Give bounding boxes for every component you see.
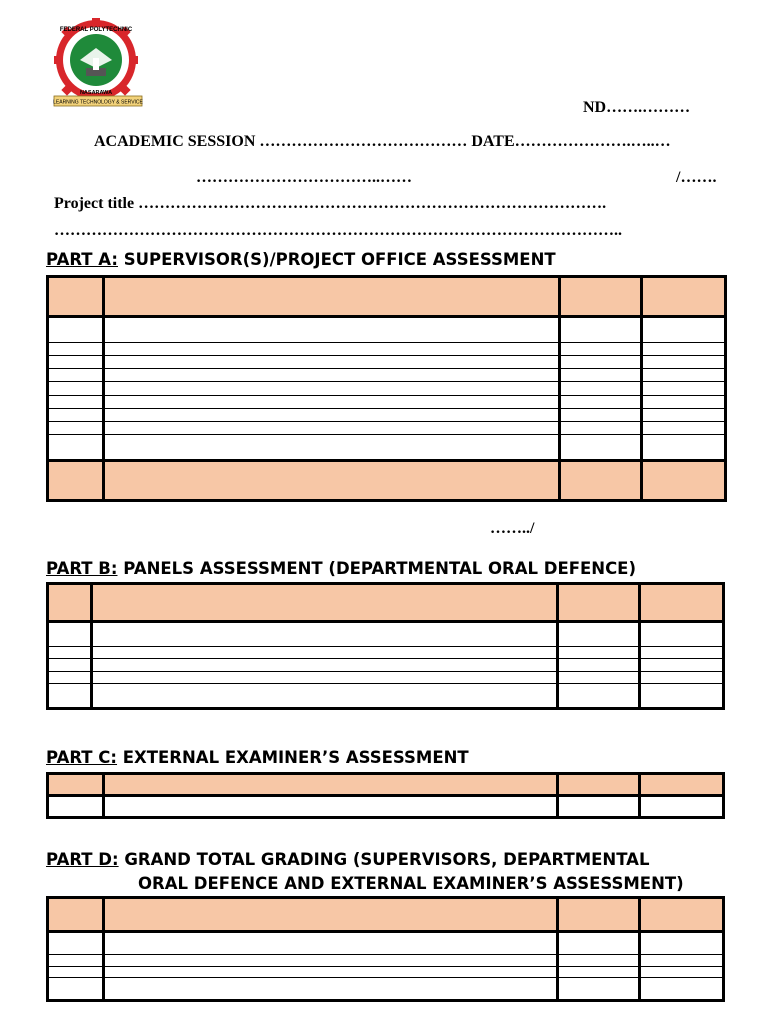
table-cell[interactable]: [48, 646, 92, 659]
table-cell[interactable]: [560, 316, 642, 342]
table-cell[interactable]: [640, 898, 724, 932]
table-row: [48, 435, 726, 461]
table-header-row: [48, 277, 726, 317]
part-b-title: PANELS ASSESSMENT (DEPARTMENTAL ORAL DEFENCE): [117, 559, 636, 578]
svg-text:FEDERAL POLYTECHNIC: FEDERAL POLYTECHNIC: [59, 27, 133, 33]
part-a-heading: [46, 250, 556, 269]
part-c-heading: [46, 748, 469, 767]
table-cell[interactable]: [642, 369, 726, 382]
table-cell[interactable]: [560, 435, 642, 461]
table-cell[interactable]: [640, 684, 724, 709]
table-cell[interactable]: [560, 356, 642, 369]
table-header-row: [48, 898, 724, 932]
table-cell[interactable]: [640, 774, 724, 796]
table-cell[interactable]: [92, 621, 558, 646]
slash-field: /…….: [676, 169, 717, 186]
project-title-line: Project title …………………………………………………………………………….: [54, 195, 607, 212]
table-header-row: [48, 584, 724, 622]
table-cell[interactable]: [558, 932, 640, 955]
table-cell[interactable]: [560, 369, 642, 382]
table-cell[interactable]: [48, 356, 104, 369]
table-cell[interactable]: [642, 277, 726, 317]
table-cell[interactable]: [104, 898, 558, 932]
part-b-table: [46, 582, 725, 710]
table-cell[interactable]: [642, 408, 726, 421]
table-cell[interactable]: [558, 966, 640, 977]
part-d-title-line2: ORAL DEFENCE AND EXTERNAL EXAMINER’S ASSESSMENT): [138, 874, 684, 893]
table-row: [48, 621, 724, 646]
table-cell[interactable]: [642, 382, 726, 395]
nd-field: ND…….………: [583, 99, 691, 116]
table-row: [48, 659, 724, 672]
table-cell[interactable]: [48, 342, 104, 355]
table-cell[interactable]: [48, 796, 104, 818]
table-cell[interactable]: [558, 659, 640, 672]
table-cell[interactable]: [104, 408, 560, 421]
table-cell[interactable]: [48, 435, 104, 461]
table-cell[interactable]: [48, 978, 104, 1001]
table-cell[interactable]: [92, 684, 558, 709]
table-cell[interactable]: [104, 342, 560, 355]
table-cell[interactable]: [48, 461, 104, 501]
table-cell[interactable]: [104, 774, 558, 796]
part-d-heading: [46, 850, 649, 869]
table-cell[interactable]: [104, 316, 560, 342]
table-cell[interactable]: [48, 898, 104, 932]
table-row: [48, 796, 724, 818]
table-row: [48, 342, 726, 355]
part-c-title: EXTERNAL EXAMINER’S ASSESSMENT: [117, 748, 469, 767]
table-cell[interactable]: [48, 955, 104, 966]
table-cell[interactable]: [640, 966, 724, 977]
table-row: [48, 369, 726, 382]
table-cell[interactable]: [48, 369, 104, 382]
table-cell[interactable]: [558, 621, 640, 646]
part-c-label: PART C:: [46, 748, 118, 767]
table-cell[interactable]: [48, 966, 104, 977]
table-cell[interactable]: [48, 316, 104, 342]
part-c-table: [46, 772, 725, 819]
part-d-table: [46, 896, 725, 1002]
table-cell[interactable]: [48, 395, 104, 408]
part-a-table: [46, 275, 727, 502]
table-cell[interactable]: [642, 356, 726, 369]
table-cell[interactable]: [558, 796, 640, 818]
table-cell[interactable]: [48, 382, 104, 395]
table-cell[interactable]: [104, 421, 560, 434]
part-b-label: PART B:: [46, 559, 118, 578]
table-cell[interactable]: [104, 796, 558, 818]
part-b-heading: [46, 559, 636, 578]
table-row: [48, 316, 726, 342]
table-row: [48, 421, 726, 434]
table-cell[interactable]: [642, 435, 726, 461]
table-cell[interactable]: [640, 584, 724, 622]
table-cell[interactable]: [48, 584, 92, 622]
part-d-title-line1: GRAND TOTAL GRADING (SUPERVISORS, DEPARTMENTAL: [118, 850, 650, 869]
table-row: [48, 395, 726, 408]
table-cell[interactable]: [558, 898, 640, 932]
table-cell[interactable]: [640, 659, 724, 672]
table-cell[interactable]: [48, 621, 92, 646]
table-cell[interactable]: [104, 356, 560, 369]
table-row: [48, 684, 724, 709]
table-row: [48, 978, 724, 1001]
table-cell[interactable]: [92, 646, 558, 659]
table-cell[interactable]: [48, 932, 104, 955]
table-cell[interactable]: [640, 955, 724, 966]
table-row: [48, 646, 724, 659]
table-cell[interactable]: [640, 796, 724, 818]
table-cell[interactable]: [640, 932, 724, 955]
table-cell[interactable]: [558, 684, 640, 709]
table-row: [48, 356, 726, 369]
table-row: [48, 382, 726, 395]
table-cell[interactable]: [104, 382, 560, 395]
table-cell[interactable]: [560, 395, 642, 408]
table-cell[interactable]: [642, 461, 726, 501]
table-cell[interactable]: [104, 369, 560, 382]
table-cell[interactable]: [104, 932, 558, 955]
table-total-row: [48, 461, 726, 501]
table-cell[interactable]: [48, 408, 104, 421]
table-cell[interactable]: [560, 277, 642, 317]
table-cell[interactable]: [104, 277, 560, 317]
project-title-continuation: ……………………………………………………………………………………………..: [54, 222, 622, 239]
polytechnic-logo: [50, 18, 146, 110]
part-a-footnote: ……../: [490, 520, 535, 537]
table-cell[interactable]: [640, 671, 724, 684]
part-a-label: PART A:: [46, 250, 118, 269]
table-cell[interactable]: [48, 421, 104, 434]
table-cell[interactable]: [560, 342, 642, 355]
table-cell[interactable]: [48, 659, 92, 672]
table-cell[interactable]: [104, 978, 558, 1001]
table-cell[interactable]: [558, 774, 640, 796]
table-cell[interactable]: [560, 382, 642, 395]
table-cell[interactable]: [48, 684, 92, 709]
table-cell[interactable]: [92, 584, 558, 622]
svg-text:LEARNING TECHNOLOGY & SERVICE: LEARNING TECHNOLOGY & SERVICE: [53, 99, 143, 106]
svg-text:NASARAWA: NASARAWA: [79, 90, 113, 96]
table-row: [48, 932, 724, 955]
table-row: [48, 966, 724, 977]
table-cell[interactable]: [558, 646, 640, 659]
table-cell[interactable]: [92, 659, 558, 672]
table-cell[interactable]: [104, 966, 558, 977]
table-cell[interactable]: [104, 435, 560, 461]
table-cell[interactable]: [48, 277, 104, 317]
table-cell[interactable]: [560, 421, 642, 434]
dotted-field: ……………………………..……: [196, 169, 412, 186]
part-a-title: SUPERVISOR(S)/PROJECT OFFICE ASSESSMENT: [118, 250, 556, 269]
table-cell[interactable]: [642, 316, 726, 342]
session-date-line: ACADEMIC SESSION ………………………………… DATE………………….…..…: [94, 133, 671, 150]
table-cell[interactable]: [104, 461, 560, 501]
table-cell[interactable]: [642, 395, 726, 408]
table-header-row: [48, 774, 724, 796]
part-d-label: PART D:: [46, 850, 119, 869]
table-cell[interactable]: [640, 646, 724, 659]
table-cell[interactable]: [48, 774, 104, 796]
table-cell[interactable]: [104, 395, 560, 408]
table-cell[interactable]: [560, 461, 642, 501]
table-cell[interactable]: [640, 978, 724, 1001]
table-cell[interactable]: [642, 421, 726, 434]
table-row: [48, 408, 726, 421]
table-row: [48, 671, 724, 684]
table-cell[interactable]: [640, 621, 724, 646]
table-cell[interactable]: [642, 342, 726, 355]
table-cell[interactable]: [48, 671, 92, 684]
table-cell[interactable]: [558, 955, 640, 966]
table-cell[interactable]: [558, 584, 640, 622]
table-cell[interactable]: [104, 955, 558, 966]
table-cell[interactable]: [560, 408, 642, 421]
table-cell[interactable]: [92, 671, 558, 684]
table-row: [48, 955, 724, 966]
table-cell[interactable]: [558, 671, 640, 684]
table-cell[interactable]: [558, 978, 640, 1001]
